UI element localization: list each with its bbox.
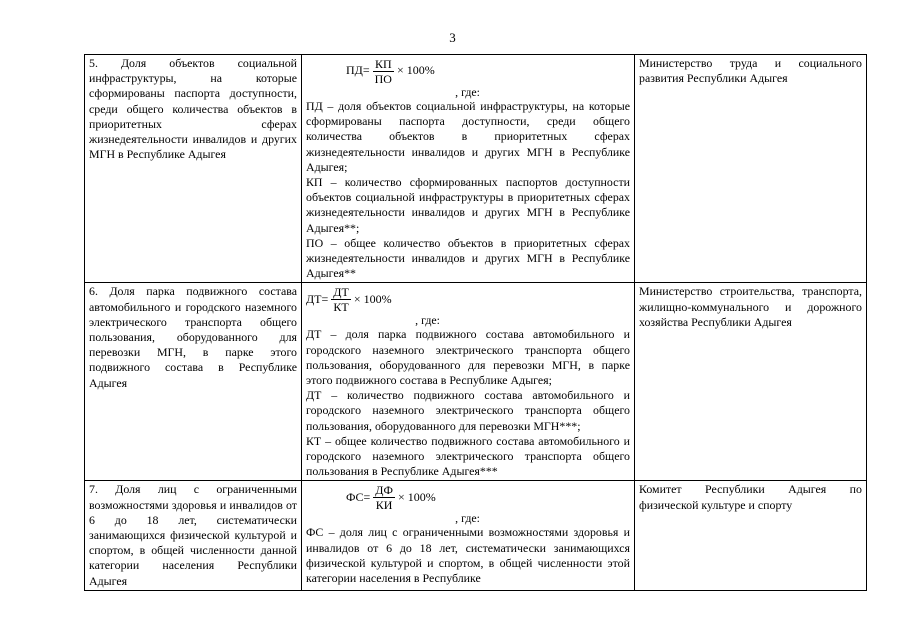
formula-multiplier: × 100% (396, 63, 435, 78)
fraction (373, 484, 395, 511)
where-label: , где: (455, 85, 480, 99)
denominator: КИ (375, 497, 393, 512)
fraction (331, 286, 351, 313)
method-cell (302, 55, 635, 283)
denominator: ПО (374, 71, 392, 86)
numerator: ДТ (333, 284, 349, 299)
definition: КП – количество сформированных паспортов доступности объектов социальной инфраструктуры в приоритетных сферах жизнедеятельности инвалидов и других МГН в Республике Адыгея**; (306, 175, 630, 235)
definition: ДТ – доля парка подвижного состава автомобильного и городского наземного электрического транспорта общего пользования, оборудованного для перевозки МГН, в парке этого подвижного состава в Республике Адыгея; (306, 327, 630, 388)
definition: ФС – доля лиц с ограниченными возможностями здоровья и инвалидов от 6 до 18 лет, систематически занимающихся физической культурой и спортом, в общей численности этой категории населения в Республике (306, 525, 630, 586)
denominator: КТ (333, 299, 349, 314)
definition: ДТ – количество подвижного состава автомобильного и городского наземного электрического транспорта общего пользования, оборудованного для перевозки МГН***; (306, 388, 630, 433)
responsible-cell: Комитет Республики Адыгея по физической культуре и спорту (635, 481, 867, 590)
table-row (85, 55, 867, 283)
method-cell (302, 283, 635, 481)
fraction (373, 58, 394, 85)
indicators-table (84, 54, 867, 591)
definition: КТ – общее количество подвижного состава автомобильного и городского наземного электрического транспорта общего пользования в Республике Адыгея*** (306, 433, 630, 479)
numerator: КП (374, 56, 392, 71)
formula-multiplier: × 100% (353, 291, 392, 306)
formula-lhs: ФС (346, 489, 364, 504)
numerator: ДФ (375, 482, 393, 497)
where-label: , где: (455, 511, 480, 526)
definition: ПД – доля объектов социальной инфраструктуры, на которые сформированы паспорта доступности, среди общего количества объектов в приоритетных сферах жизнедеятельности инвалидов и других МГН в Республике Адыгея; (306, 99, 630, 174)
indicator-cell: 7. Доля лиц с ограниченными возможностями здоровья и инвалидов от 6 до 18 лет, систематически занимающихся физической культурой и спортом, в общей численности данной категории населения Республики Адыгея (85, 481, 302, 590)
page-number: 3 (449, 30, 456, 45)
formula: ФС = $\frac{ДФ}{КИ}$ × 100% (346, 482, 436, 512)
formula: ДТ = $\frac{ДТ}{КТ}$ × 100% (306, 284, 392, 314)
table-row (85, 283, 867, 481)
formula-multiplier: × 100% (397, 489, 436, 504)
definition: ПО – общее количество объектов в приоритетных сферах жизнедеятельности инвалидов и других МГН в Республике Адыгея** (306, 235, 630, 281)
formula: ПД = $\frac{КП}{ПО}$ × 100% (346, 56, 435, 86)
formula-lhs: ПД (346, 63, 363, 78)
indicator-cell: 6. Доля парка подвижного состава автомобильного и городского наземного электрического транспорта общего пользования, оборудованного для перевозки МГН, в парке этого подвижного состава в Республике Адыгея (85, 283, 302, 481)
method-cell (302, 481, 635, 590)
responsible-cell: Министерство труда и социального развития Республики Адыгея (635, 55, 867, 283)
formula-lhs: ДТ (306, 291, 322, 306)
table-row (85, 481, 867, 590)
indicator-cell: 5. Доля объектов социальной инфраструктуры, на которые сформированы паспорта доступности, среди общего количества объектов в приоритетных сферах жизнедеятельности инвалидов и других МГН в Республике Адыгея (85, 55, 302, 283)
where-label: , где: (415, 313, 440, 328)
responsible-cell: Министерство строительства, транспорта, жилищно-коммунального и дорожного хозяйства Республики Адыгея (635, 283, 867, 481)
